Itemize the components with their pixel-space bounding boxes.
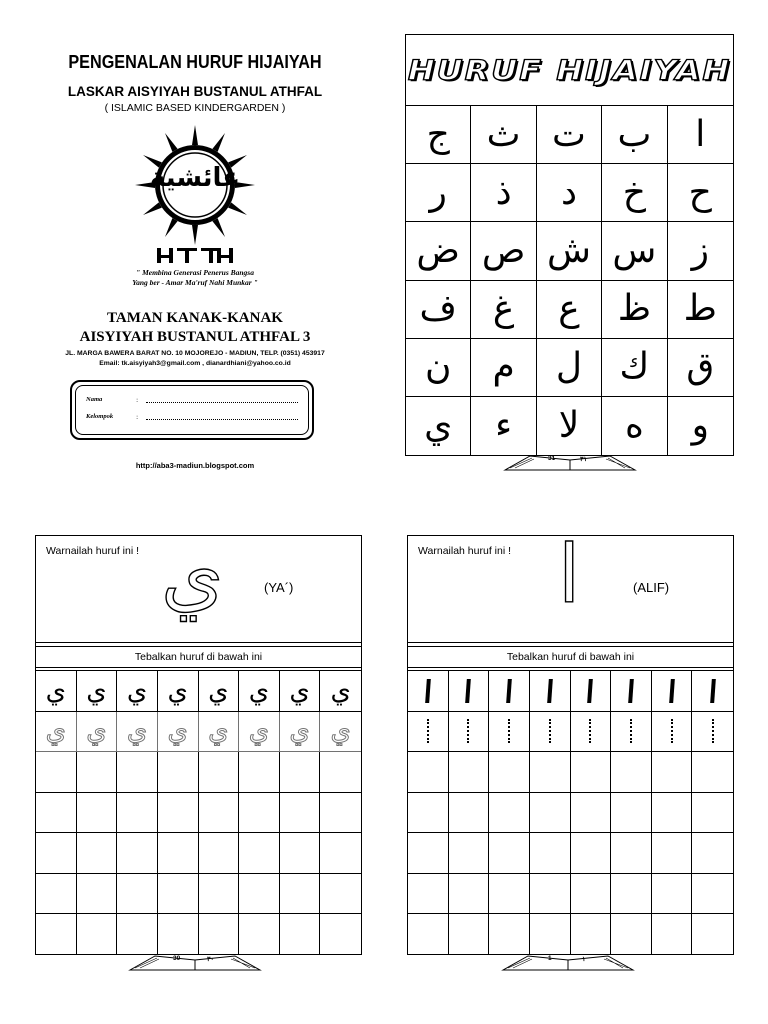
trace-letter-cell[interactable]: ي <box>36 712 77 753</box>
school-name-line-1: TAMAN KANAK-KANAK <box>107 310 283 326</box>
cover-motto <box>40 268 350 288</box>
practice-cell[interactable] <box>117 752 158 793</box>
practice-cell[interactable] <box>611 914 652 955</box>
tracing-grid <box>408 670 733 955</box>
sample-letter-cell: ي <box>77 671 118 712</box>
trace-letter-cell[interactable] <box>449 712 490 753</box>
school-email: Email: tk.aisyiyah3@gmail.com , dianardhiani@yahoo.co.id <box>99 360 291 367</box>
practice-cell[interactable] <box>530 874 571 915</box>
letter-cell: ت <box>537 106 602 164</box>
practice-cell[interactable] <box>449 874 490 915</box>
group-label: Kelompok <box>86 413 114 420</box>
practice-cell[interactable] <box>36 793 77 834</box>
alif-dotted-stroke[interactable] <box>508 719 510 743</box>
page-number: 1 <box>548 955 552 962</box>
trace-letter-cell[interactable] <box>692 712 733 753</box>
practice-cell[interactable] <box>239 793 280 834</box>
practice-cell[interactable] <box>239 914 280 955</box>
sample-letter-cell <box>652 671 693 712</box>
alif-stroke <box>466 679 472 703</box>
practice-cell[interactable] <box>158 874 199 915</box>
practice-cell[interactable] <box>489 793 530 834</box>
alif-stroke <box>587 679 593 703</box>
sample-letter-cell: ي <box>280 671 321 712</box>
name-colon: : <box>136 396 139 404</box>
practice-cell[interactable] <box>280 914 321 955</box>
practice-cell[interactable] <box>239 874 280 915</box>
letter-cell: ط <box>668 281 733 339</box>
practice-cell[interactable] <box>320 752 361 793</box>
open-book-icon <box>125 952 265 972</box>
alif-dotted-stroke[interactable] <box>671 719 673 743</box>
practice-cell[interactable] <box>77 793 118 834</box>
practice-cell[interactable] <box>611 833 652 874</box>
letter-cell: ا <box>668 106 733 164</box>
practice-cell[interactable] <box>692 874 733 915</box>
letter-cell: م <box>471 339 536 397</box>
practice-cell[interactable] <box>77 752 118 793</box>
page-number-arabic: ١ <box>582 956 586 963</box>
practice-cell[interactable] <box>280 874 321 915</box>
practice-cell[interactable] <box>117 793 158 834</box>
trace-letter-cell[interactable]: ي <box>117 712 158 753</box>
practice-cell[interactable] <box>320 793 361 834</box>
open-book-icon <box>500 452 640 472</box>
practice-cell[interactable] <box>530 833 571 874</box>
practice-cell[interactable] <box>320 914 361 955</box>
practice-cell[interactable] <box>280 833 321 874</box>
practice-cell[interactable] <box>530 752 571 793</box>
alif-stroke <box>669 679 675 703</box>
practice-cell[interactable] <box>280 752 321 793</box>
practice-cell[interactable] <box>652 793 693 834</box>
page-number-book <box>125 952 265 972</box>
practice-cell[interactable] <box>199 914 240 955</box>
chart-title-banner <box>406 35 733 106</box>
alif-dotted-stroke[interactable] <box>549 719 551 743</box>
practice-cell[interactable] <box>571 914 612 955</box>
alif-dotted-stroke[interactable] <box>630 719 632 743</box>
sample-letter-cell <box>571 671 612 712</box>
practice-cell[interactable] <box>571 874 612 915</box>
page-number: 30 <box>173 955 181 962</box>
trace-letter-cell[interactable] <box>571 712 612 753</box>
practice-cell[interactable] <box>530 793 571 834</box>
practice-cell[interactable] <box>36 914 77 955</box>
coloring-letter[interactable]: ي <box>161 528 224 621</box>
sample-letter-cell: ي <box>117 671 158 712</box>
practice-cell[interactable] <box>408 914 449 955</box>
worksheet-ya <box>35 528 362 955</box>
letter-cell: د <box>537 164 602 222</box>
practice-cell[interactable] <box>611 874 652 915</box>
practice-cell[interactable] <box>530 914 571 955</box>
name-box <box>70 380 314 440</box>
cover-subtitle-kindergarden: ( ISLAMIC BASED KINDERGARDEN ) <box>104 102 286 114</box>
group-field[interactable] <box>146 413 298 420</box>
practice-cell[interactable] <box>692 914 733 955</box>
practice-cell[interactable] <box>489 874 530 915</box>
practice-cell[interactable] <box>652 914 693 955</box>
hijaiyah-chart <box>405 34 734 456</box>
practice-cell[interactable] <box>571 793 612 834</box>
trace-letter-cell[interactable]: ي <box>199 712 240 753</box>
letter-cell: غ <box>471 281 536 339</box>
page-number: 31 <box>548 455 556 462</box>
letter-cell: ي <box>406 397 471 455</box>
practice-cell[interactable] <box>320 833 361 874</box>
coloring-instruction: Warnailah huruf ini ! <box>46 545 139 557</box>
letter-cell: ر <box>406 164 471 222</box>
tracing-instruction: Tebalkan huruf di bawah ini <box>36 646 361 668</box>
practice-cell[interactable] <box>692 793 733 834</box>
sample-letter-cell <box>611 671 652 712</box>
tracing-instruction: Tebalkan huruf di bawah ini <box>408 646 733 668</box>
practice-cell[interactable] <box>77 874 118 915</box>
practice-cell[interactable] <box>158 793 199 834</box>
letter-cell: ء <box>471 397 536 455</box>
page-number-book <box>500 452 640 472</box>
letter-cell: ج <box>406 106 471 164</box>
coloring-area <box>408 528 733 643</box>
school-address: JL. MARGA BAWERA BARAT NO. 10 MOJOREJO - MADIUN, TELP. (0351) 453917 <box>65 350 325 357</box>
letter-cell: ف <box>406 281 471 339</box>
practice-cell[interactable] <box>489 752 530 793</box>
motto-line-1: " Membina Generasi Penerus Bangsa <box>136 268 254 277</box>
letter-cell: ش <box>537 222 602 280</box>
practice-cell[interactable] <box>489 833 530 874</box>
letter-cell: ث <box>471 106 536 164</box>
alif-stroke <box>628 679 634 703</box>
practice-cell[interactable] <box>652 833 693 874</box>
trace-letter-cell[interactable]: ي <box>320 712 361 753</box>
coloring-area <box>36 528 361 643</box>
practice-cell[interactable] <box>449 914 490 955</box>
letter-cell: ع <box>537 281 602 339</box>
alif-dotted-stroke[interactable] <box>427 719 429 743</box>
practice-cell[interactable] <box>408 752 449 793</box>
practice-cell[interactable] <box>239 752 280 793</box>
letter-cell: ك <box>602 339 667 397</box>
practice-cell[interactable] <box>199 874 240 915</box>
practice-cell[interactable] <box>117 914 158 955</box>
letter-cell: و <box>691 404 709 446</box>
trace-letter-cell[interactable] <box>530 712 571 753</box>
letter-name: (YA´) <box>264 580 294 595</box>
chart-title: HURUF HIJAIYAH <box>407 53 732 87</box>
practice-cell[interactable] <box>652 752 693 793</box>
worksheet-alif <box>407 528 734 955</box>
aisyiyah-logo <box>135 125 255 245</box>
group-colon: : <box>136 413 139 421</box>
letter-cell: لا <box>537 397 602 455</box>
letter-cell: ل <box>537 339 602 397</box>
cover-title: PENGENALAN HURUF HIJAIYAH <box>68 52 322 72</box>
trace-letter-cell[interactable] <box>489 712 530 753</box>
page-number-arabic: ٣٠ <box>207 956 214 963</box>
alif-stroke <box>506 679 512 703</box>
logo-arabic-text: عائشية <box>149 163 241 193</box>
practice-cell[interactable] <box>36 833 77 874</box>
practice-cell[interactable] <box>117 874 158 915</box>
alif-stroke <box>547 679 553 703</box>
trace-letter-cell[interactable]: ي <box>239 712 280 753</box>
laskar-logo-mark <box>155 245 235 265</box>
practice-cell[interactable] <box>199 833 240 874</box>
trace-letter-cell[interactable]: ي <box>77 712 118 753</box>
alif-stroke <box>710 679 716 703</box>
trace-letter-cell[interactable] <box>408 712 449 753</box>
letter-cell: ض <box>406 222 471 280</box>
practice-cell[interactable] <box>611 752 652 793</box>
open-book-icon <box>498 952 638 972</box>
practice-cell[interactable] <box>77 914 118 955</box>
practice-cell[interactable] <box>449 833 490 874</box>
alif-dotted-stroke[interactable] <box>712 719 714 743</box>
letter-cell: خ <box>602 164 667 222</box>
practice-cell[interactable] <box>36 752 77 793</box>
sample-letter-cell: ي <box>320 671 361 712</box>
sample-letter-cell <box>408 671 449 712</box>
letter-cell: ح <box>668 164 733 222</box>
trace-letter-cell[interactable]: ي <box>158 712 199 753</box>
blog-url[interactable]: http://aba3-madiun.blogspot.com <box>135 461 255 470</box>
page-number-book <box>498 952 638 972</box>
practice-cell[interactable] <box>117 833 158 874</box>
trace-letter-cell[interactable] <box>652 712 693 753</box>
coloring-letter[interactable]: ا <box>558 528 581 621</box>
school-name-line-2: AISYIYAH BUSTANUL ATHFAL 3 <box>79 329 311 345</box>
letter-cell: ه <box>602 397 667 455</box>
letter-cell: ص <box>471 222 536 280</box>
letter-cell: ظ <box>602 281 667 339</box>
letter-grid <box>406 106 733 455</box>
trace-letter-cell[interactable]: ي <box>280 712 321 753</box>
practice-cell[interactable] <box>692 833 733 874</box>
practice-cell[interactable] <box>408 793 449 834</box>
sample-letter-cell <box>489 671 530 712</box>
practice-cell[interactable] <box>77 833 118 874</box>
practice-cell[interactable] <box>36 874 77 915</box>
letter-cell: ب <box>602 106 667 164</box>
cover-subtitle: LASKAR AISYIYAH BUSTANUL ATHFAL <box>67 84 323 99</box>
sample-letter-cell: ي <box>199 671 240 712</box>
practice-cell[interactable] <box>239 833 280 874</box>
practice-cell[interactable] <box>571 833 612 874</box>
trace-letter-cell[interactable] <box>611 712 652 753</box>
coloring-instruction: Warnailah huruf ini ! <box>418 545 511 557</box>
practice-cell[interactable] <box>199 752 240 793</box>
letter-cell: ز <box>668 222 733 280</box>
practice-cell[interactable] <box>571 752 612 793</box>
practice-cell[interactable] <box>158 914 199 955</box>
practice-cell[interactable] <box>449 752 490 793</box>
practice-cell[interactable] <box>199 793 240 834</box>
name-field[interactable] <box>146 396 298 403</box>
letter-cell: ذ <box>471 164 536 222</box>
letter-cell: س <box>602 222 667 280</box>
alif-dotted-stroke[interactable] <box>589 719 591 743</box>
sample-letter-cell: ي <box>36 671 77 712</box>
laskar-icon <box>155 245 235 265</box>
sample-letter-cell <box>692 671 733 712</box>
practice-cell[interactable] <box>158 752 199 793</box>
practice-cell[interactable] <box>280 793 321 834</box>
practice-cell[interactable] <box>158 833 199 874</box>
sample-letter-cell <box>530 671 571 712</box>
name-label: Nama <box>86 396 103 403</box>
sample-letter-cell <box>449 671 490 712</box>
letter-cell: ق <box>668 339 733 397</box>
letter-cell: ن <box>406 339 471 397</box>
alif-dotted-stroke[interactable] <box>467 719 469 743</box>
motto-line-2: Yang ber - Amar Ma'ruf Nahi Munkar " <box>132 278 258 287</box>
practice-cell[interactable] <box>320 874 361 915</box>
tracing-grid <box>36 670 361 955</box>
sample-letter-cell: ي <box>239 671 280 712</box>
letter-name: (ALIF) <box>633 580 670 595</box>
practice-cell[interactable] <box>489 914 530 955</box>
practice-cell[interactable] <box>408 874 449 915</box>
practice-cell[interactable] <box>611 793 652 834</box>
alif-stroke <box>425 679 431 703</box>
practice-cell[interactable] <box>692 752 733 793</box>
sample-letter-cell: ي <box>158 671 199 712</box>
practice-cell[interactable] <box>652 874 693 915</box>
page-number-arabic: ٣١ <box>580 456 587 463</box>
practice-cell[interactable] <box>408 833 449 874</box>
practice-cell[interactable] <box>449 793 490 834</box>
